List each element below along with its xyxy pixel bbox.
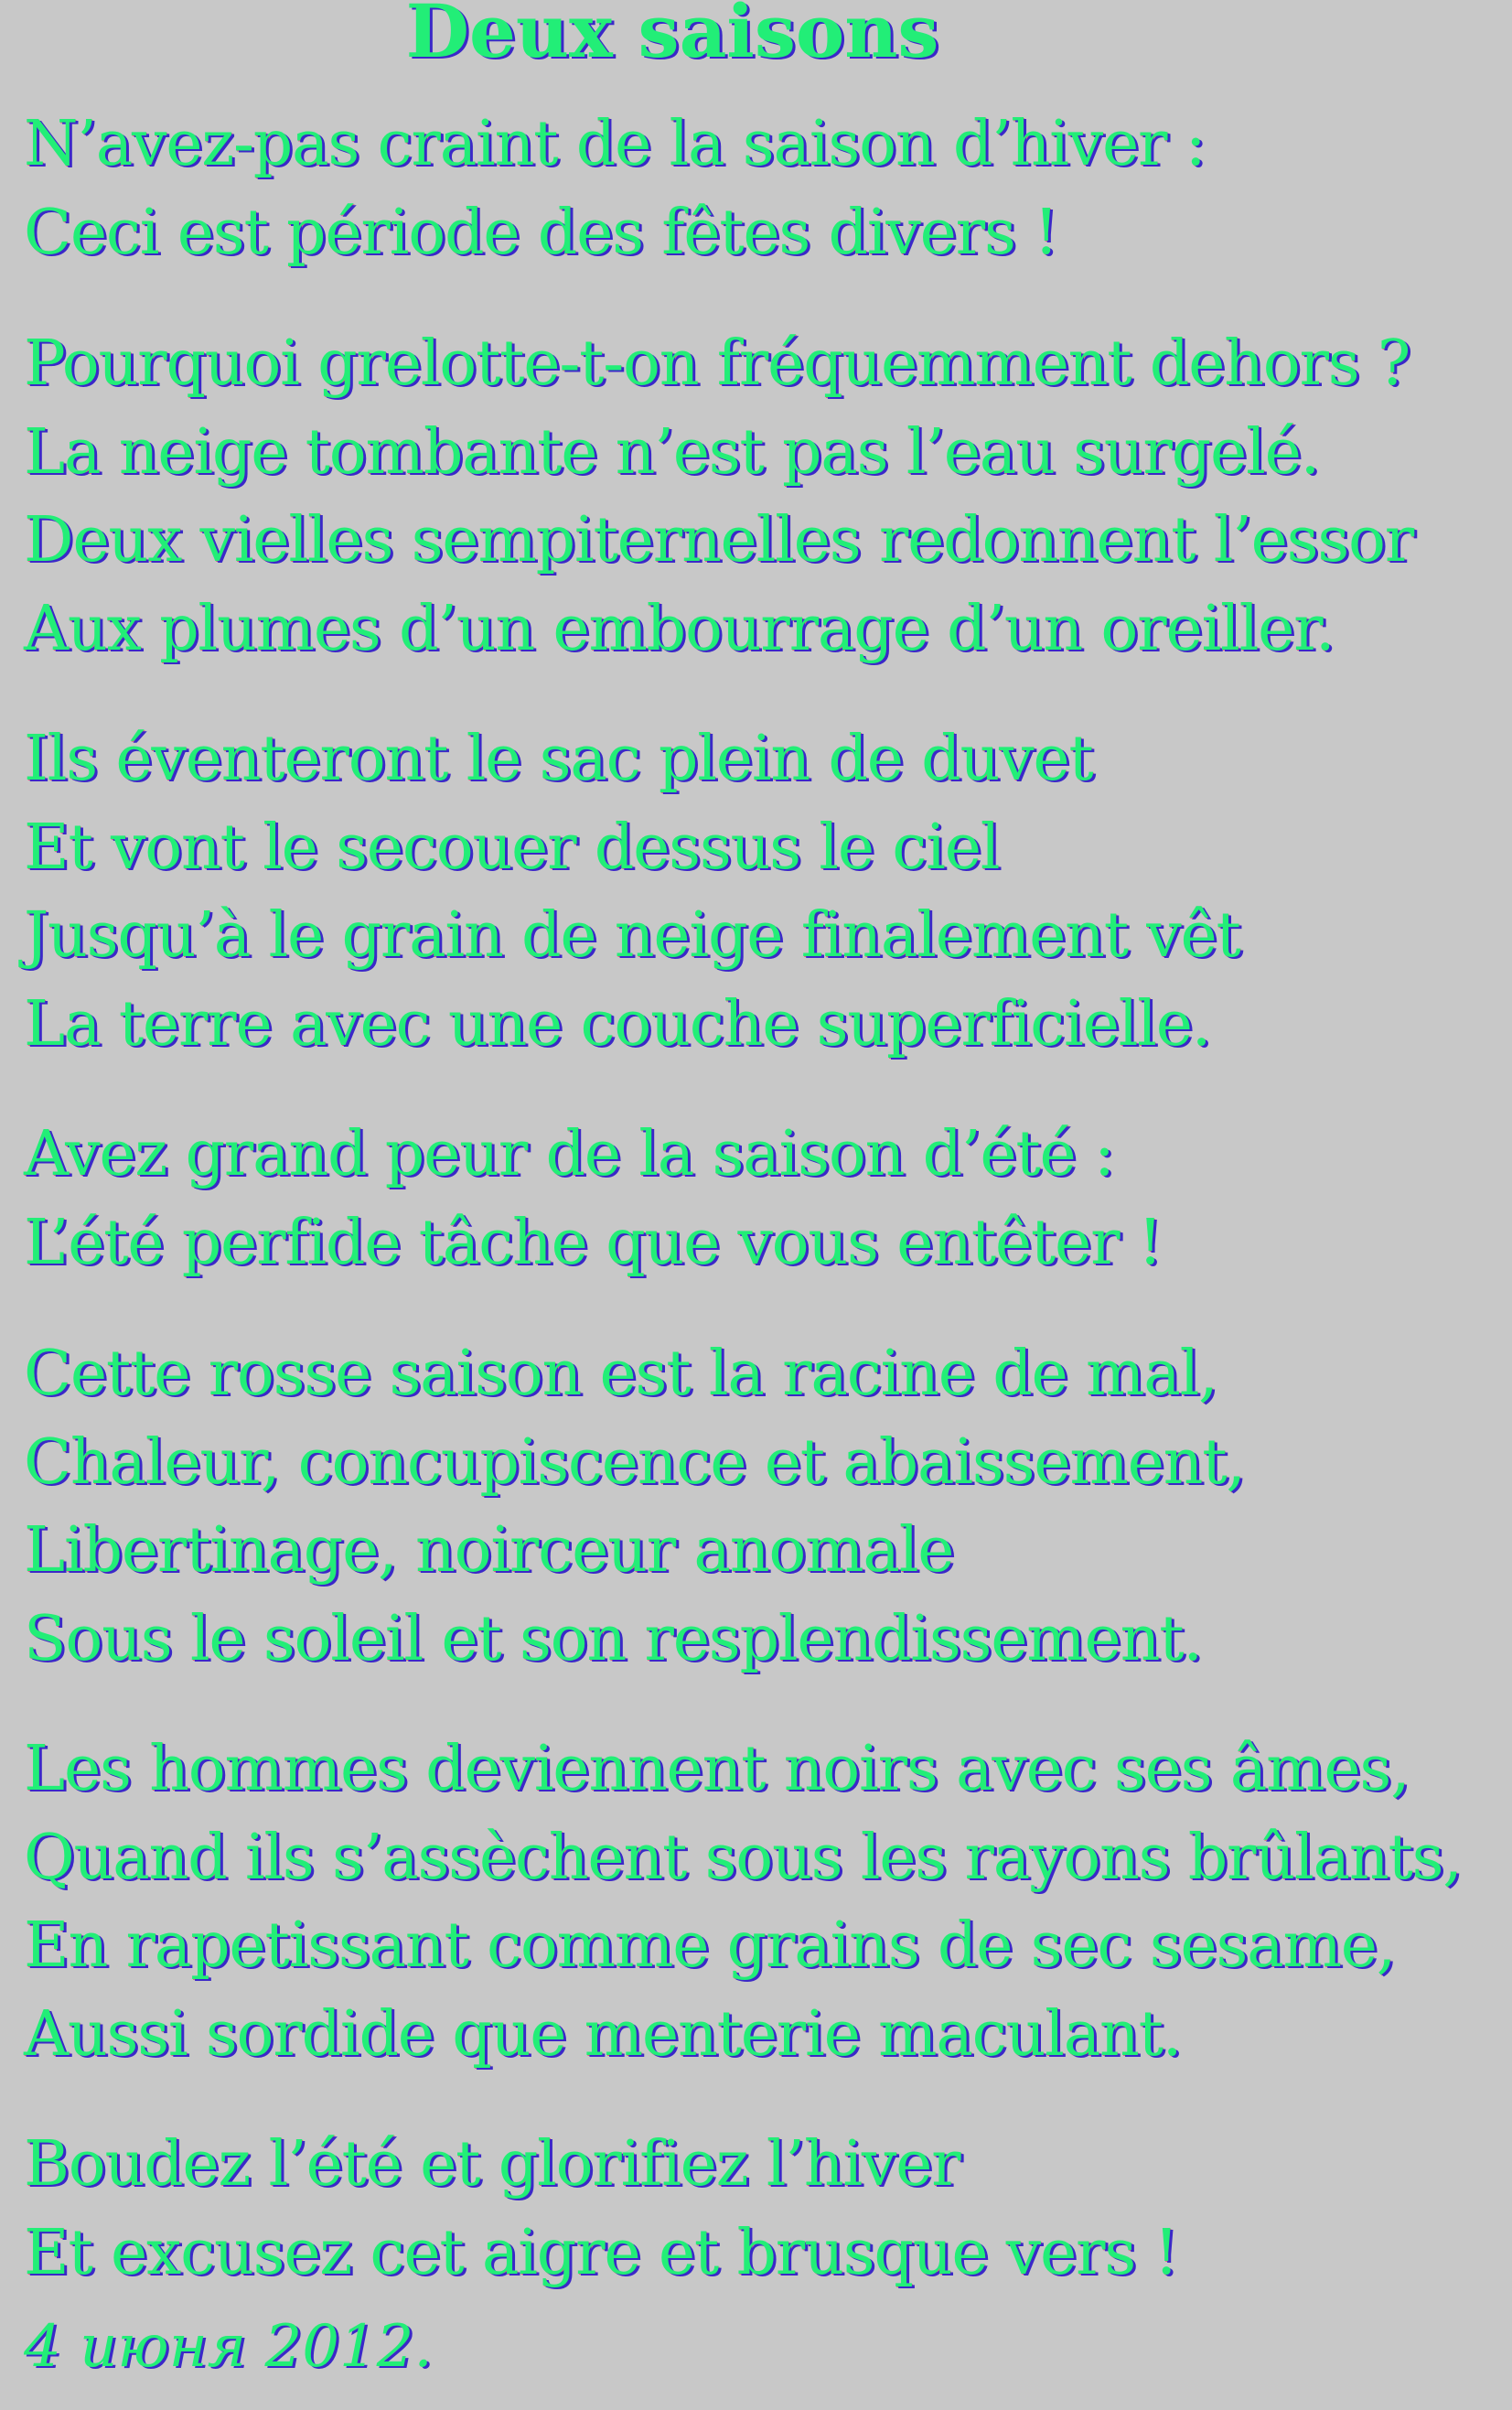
verse-line: Aussi sordide que menterie maculant.: [24, 1997, 1182, 2071]
verse-line: Sous le soleil et son resplendissement.: [24, 1602, 1202, 1675]
verse-line: Ceci est période des fêtes divers !: [24, 196, 1058, 269]
verse-line: Et excusez cet aigre et brusque vers !: [24, 2216, 1178, 2289]
stanza-3: [24, 715, 1506, 1069]
stanza-5: [24, 1330, 1506, 1684]
verse-line: Et vont le secouer dessus le ciel: [24, 811, 1000, 884]
poem-title: Deux saisons: [405, 0, 939, 74]
verse-line: Jusqu’à le grain de neige finalement vêt: [24, 899, 1240, 972]
verse-line: L’été perfide tâche que vous entêter !: [24, 1206, 1162, 1279]
verse-line: Aux plumes d’un embourrage d’un oreiller.: [24, 592, 1335, 665]
verse-line: Cette rosse saison est la racine de mal,: [24, 1338, 1217, 1410]
verse-line: Quand ils s’assèchent sous les rayons brûlants,: [24, 1821, 1462, 1894]
verse-line: La neige tombante n’est pas l’eau surgelé.: [24, 415, 1320, 489]
verse-line: Boudez l’été et glorifiez l’hiver: [24, 2128, 960, 2200]
stanza-2: [24, 320, 1506, 673]
verse-line: En rapetissant comme grains de sec sesame,: [24, 1910, 1396, 1982]
verse-line: Ils éventeront le sac plein de duvet: [24, 723, 1093, 795]
verse-line: La terre avec une couche superficielle.: [24, 987, 1211, 1060]
poem-date: 4 июня 2012.: [24, 2313, 433, 2381]
verse-line: Chaleur, concupiscence et abaissement,: [24, 1426, 1245, 1499]
verse-line: N’avez-pas craint de la saison d’hiver :: [24, 108, 1206, 180]
verse-line: Avez grand peur de la saison d’été :: [24, 1118, 1114, 1190]
verse-line: Libertinage, noirceur anomale: [24, 1514, 954, 1587]
stanza-6: [24, 1726, 1506, 2079]
stanza-7: [24, 2121, 1506, 2297]
verse-line: Pourquoi grelotte-t-on fréquemment dehors ?: [24, 328, 1410, 400]
stanza-1: [24, 101, 1506, 277]
stanza-4: [24, 1111, 1506, 1287]
verse-line: Deux vielles sempiternelles redonnent l’essor: [24, 504, 1414, 576]
verse-line: Les hommes deviennent noirs avec ses âmes,: [24, 1733, 1410, 1805]
